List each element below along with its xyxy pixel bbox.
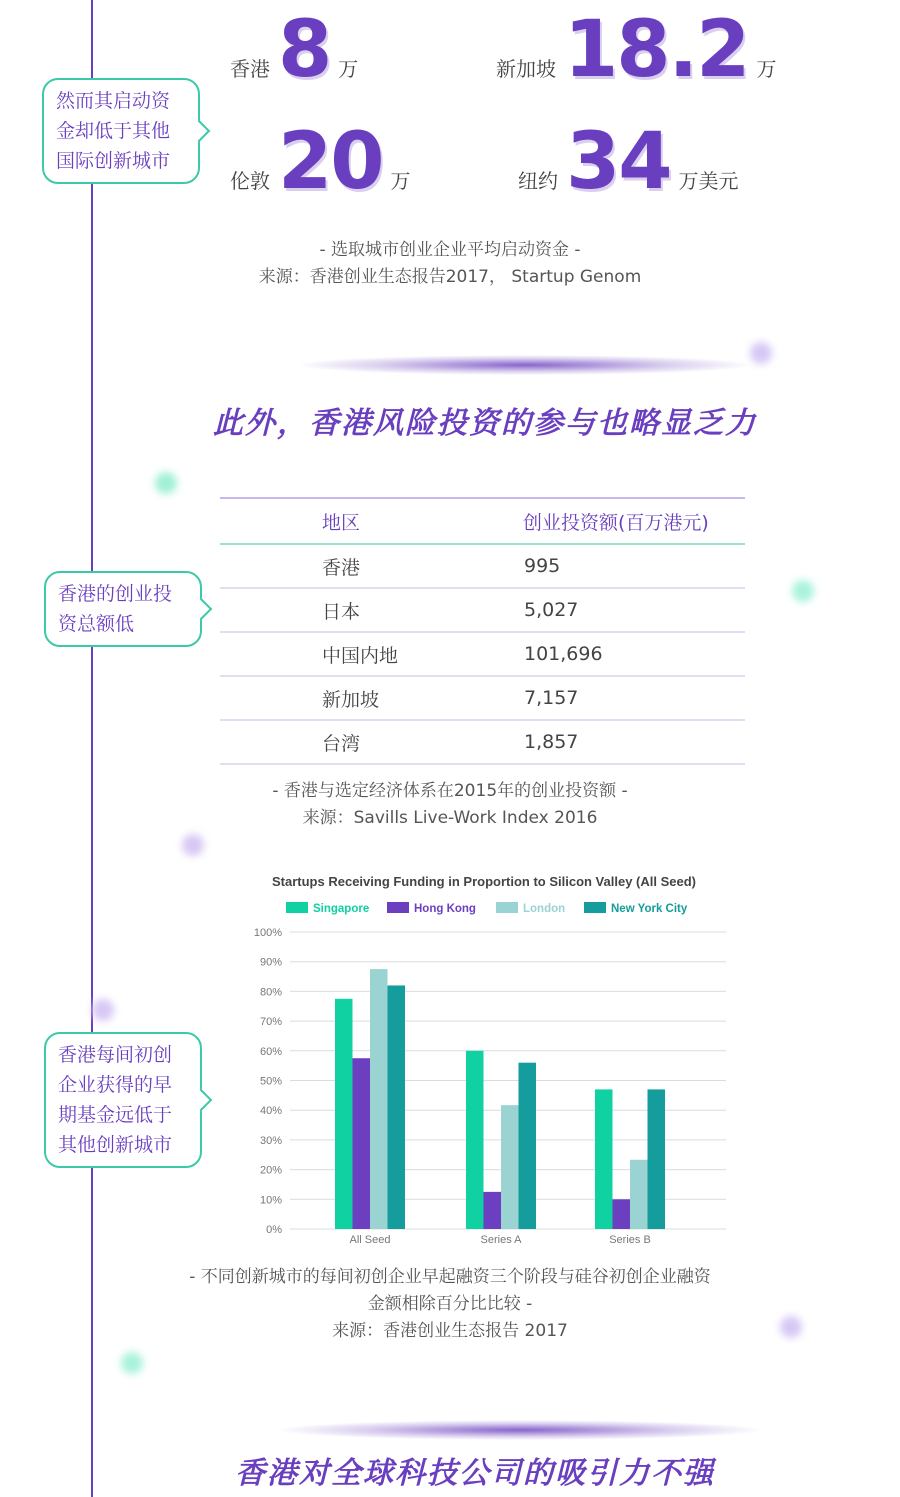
legend-label: New York City [611,903,688,915]
x-tick-label: All Seed [349,1234,391,1246]
cell-value: 101,696 [523,632,745,676]
bubble-text: 然而其启动资金却低于其他国际创新城市 [56,90,171,172]
legend-swatch [286,902,308,913]
y-tick-label: 0% [266,1224,282,1236]
cell-region: 新加坡 [220,676,523,720]
stat-city: 纽约 [518,169,558,193]
bar [613,1199,631,1229]
stat-city: 新加坡 [496,57,556,81]
decor-dot [182,834,204,856]
y-tick-label: 70% [259,1016,282,1029]
caption-startup-capital [0,237,900,291]
y-tick-label: 40% [259,1105,282,1118]
cell-region: 日本 [220,588,523,632]
bar [353,1058,371,1229]
decor-dot [121,1352,143,1374]
caption-source: 来源：Savills Live-Work Index 2016 [302,808,598,828]
stat-city: 伦敦 [230,169,270,193]
bubble-text: 香港每间初创企业获得的早期基金远低于其他创新城市 [58,1044,173,1156]
y-tick-label: 50% [259,1075,282,1088]
decor-dot [792,580,814,602]
decor-dot [750,342,772,364]
stat-unit: 万 [756,57,777,81]
caption-title: - 选取城市创业企业平均启动资金 - [319,240,581,260]
caption-source: 来源：香港创业生态报告2017， Startup Genom [258,267,642,287]
stat-unit: 万 [338,57,359,81]
bar [484,1192,502,1229]
annotation-bubble [42,78,200,184]
funding-bar-chart [0,865,900,1255]
caption-funding-comparison [0,1264,900,1345]
bar [501,1105,519,1229]
legend-swatch [496,902,518,913]
cell-value: 7,157 [523,676,745,720]
bar [335,999,353,1229]
y-tick-label: 30% [259,1134,282,1147]
y-tick-label: 10% [259,1194,282,1207]
caption-title: - 香港与选定经济体系在2015年的创业投资额 - [272,781,628,801]
x-tick-label: Series B [609,1234,651,1246]
chart-title: Startups Receiving Funding in Proportion to Silicon Valley (All Seed) [272,874,696,889]
decor-dot [155,472,177,494]
heading-glow [280,1420,760,1440]
bar [466,1051,484,1229]
legend-label: Hong Kong [414,903,476,915]
y-tick-label: 60% [259,1045,282,1058]
stat-hongkong [230,5,359,95]
table-row [220,632,745,676]
caption-title: - 不同创新城市的每间初创企业早起融资三个阶段与硅谷初创企业融资 [189,1267,711,1287]
cell-value: 5,027 [523,588,745,632]
x-tick-label: Series A [480,1234,522,1246]
annotation-bubble [44,571,202,647]
stat-newyork [518,117,739,207]
table-row [220,676,745,720]
bubble-text: 香港的创业投资总额低 [58,583,173,635]
bar [630,1160,648,1229]
stat-number: 34 [566,117,671,207]
table-row [220,588,745,632]
legend-label: Singapore [313,903,370,915]
stat-number: 20 [278,117,383,207]
stat-number: 18.2 [564,5,749,95]
bar [595,1089,613,1229]
legend-label: London [523,903,566,915]
section-heading: 此外，香港风险投资的参与也略显乏力 [213,406,757,441]
caption-title-cont: 金额相除百分比比较 - [367,1294,533,1314]
caption-vc-investment [0,778,900,832]
heading-glow [300,355,750,375]
stat-unit: 万 [390,169,411,193]
y-tick-label: 90% [259,956,282,969]
legend-swatch [584,902,606,913]
table-header-row [220,498,745,544]
col-header-region: 地区 [220,498,523,544]
cell-value: 1,857 [523,720,745,764]
caption-source: 来源：香港创业生态报告 2017 [332,1321,568,1341]
section-heading: 香港对全球科技公司的吸引力不强 [235,1456,715,1491]
y-tick-label: 20% [259,1164,282,1177]
bar [388,985,406,1229]
table-row [220,544,745,588]
legend-swatch [387,902,409,913]
cell-value: 995 [523,544,745,588]
bar [648,1089,666,1229]
y-tick-label: 100% [253,927,282,939]
stat-unit: 万美元 [678,169,739,193]
stat-city: 香港 [230,57,270,81]
cell-region: 香港 [220,544,523,588]
cell-region: 台湾 [220,720,523,764]
bar [519,1063,537,1229]
y-tick-label: 80% [259,986,282,999]
col-header-amount: 创业投资额(百万港元) [523,498,745,544]
stat-singapore [496,5,777,95]
cell-region: 中国内地 [220,632,523,676]
bar [370,969,388,1229]
stat-london [230,117,411,207]
investment-table [220,497,745,765]
stat-number: 8 [278,5,331,95]
table-row [220,720,745,764]
